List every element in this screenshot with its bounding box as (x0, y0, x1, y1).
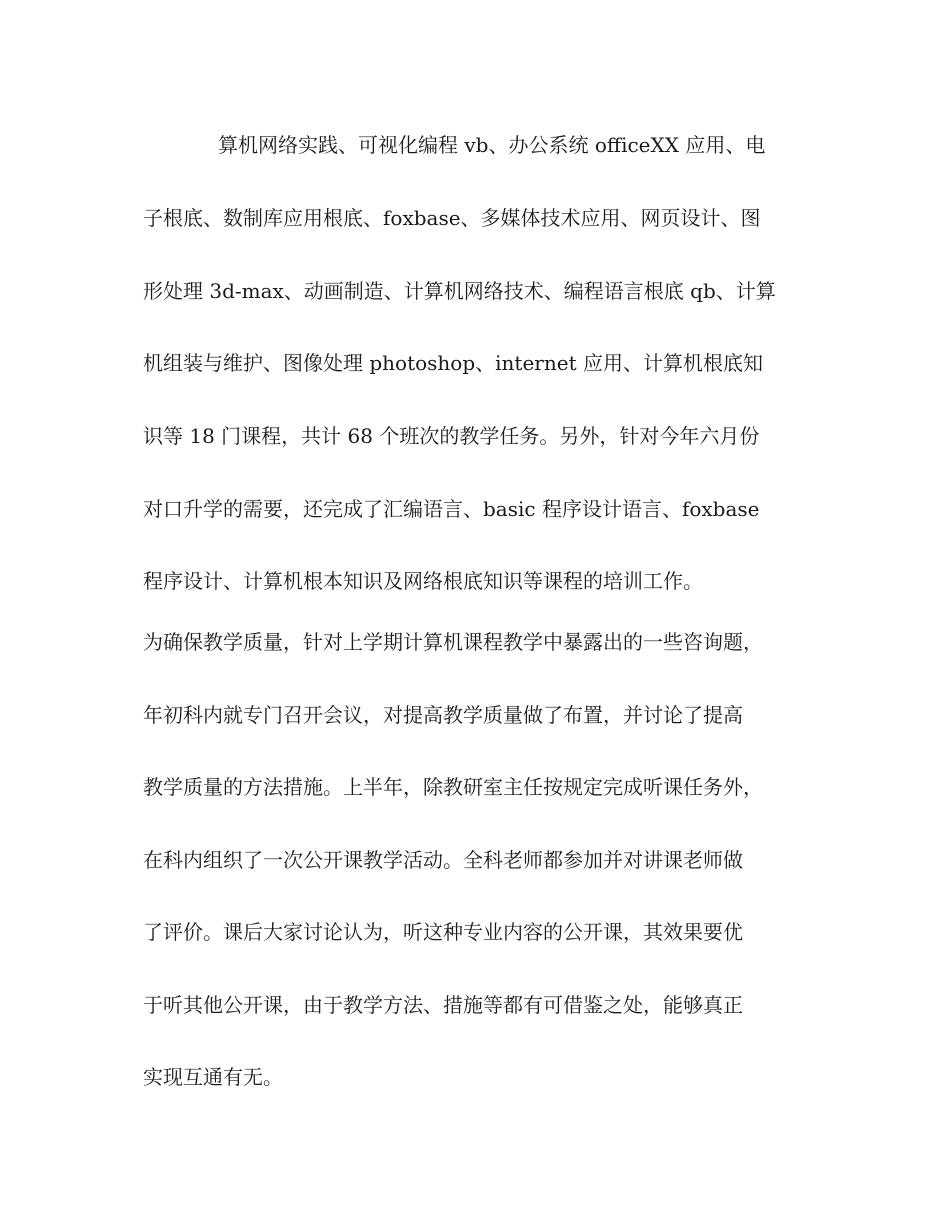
paragraph-2-line-4: 在科内组织了一次公开课教学活动。全科老师都参加并对讲课老师做 (143, 848, 743, 872)
paragraph-2-line-2: 年初科内就专门召开会议，对提高教学质量做了布置，并讨论了提高 (143, 703, 743, 727)
paragraph-1-line-7: 程序设计、计算机根本知识及网络根底知识等课程的培训工作。 (143, 569, 703, 593)
paragraph-1-line-4: 机组装与维护、图像处理 photoshop、internet 应用、计算机根底知 (143, 351, 763, 375)
paragraph-1-line-3: 形处理 3d-max、动画制造、计算机网络技术、编程语言根底 qb、计算 (143, 279, 776, 303)
paragraph-2-line-6: 于听其他公开课，由于教学方法、措施等都有可借鉴之处，能够真正 (143, 993, 743, 1017)
paragraph-2-line-5: 了评价。课后大家讨论认为，听这种专业内容的公开课，其效果要优 (143, 920, 743, 944)
paragraph-1-line-2: 子根底、数制库应用根底、foxbase、多媒体技术应用、网页设计、图 (143, 206, 761, 230)
paragraph-1-line-6: 对口升学的需要，还完成了汇编语言、basic 程序设计语言、foxbase (143, 497, 760, 521)
paragraph-1-line-5: 识等 18 门课程，共计 68 个班次的教学任务。另外，针对今年六月份 (143, 424, 760, 448)
paragraph-2-line-7: 实现互通有无。 (143, 1065, 283, 1089)
paragraph-1-line-1: 算机网络实践、可视化编程 vb、办公系统 officeXX 应用、电 (218, 133, 766, 157)
paragraph-2-line-1: 为确保教学质量，针对上学期计算机课程教学中暴露出的一些咨询题， (143, 630, 763, 654)
paragraph-2-line-3: 教学质量的方法措施。上半年，除教研室主任按规定完成听课任务外， (143, 775, 763, 799)
